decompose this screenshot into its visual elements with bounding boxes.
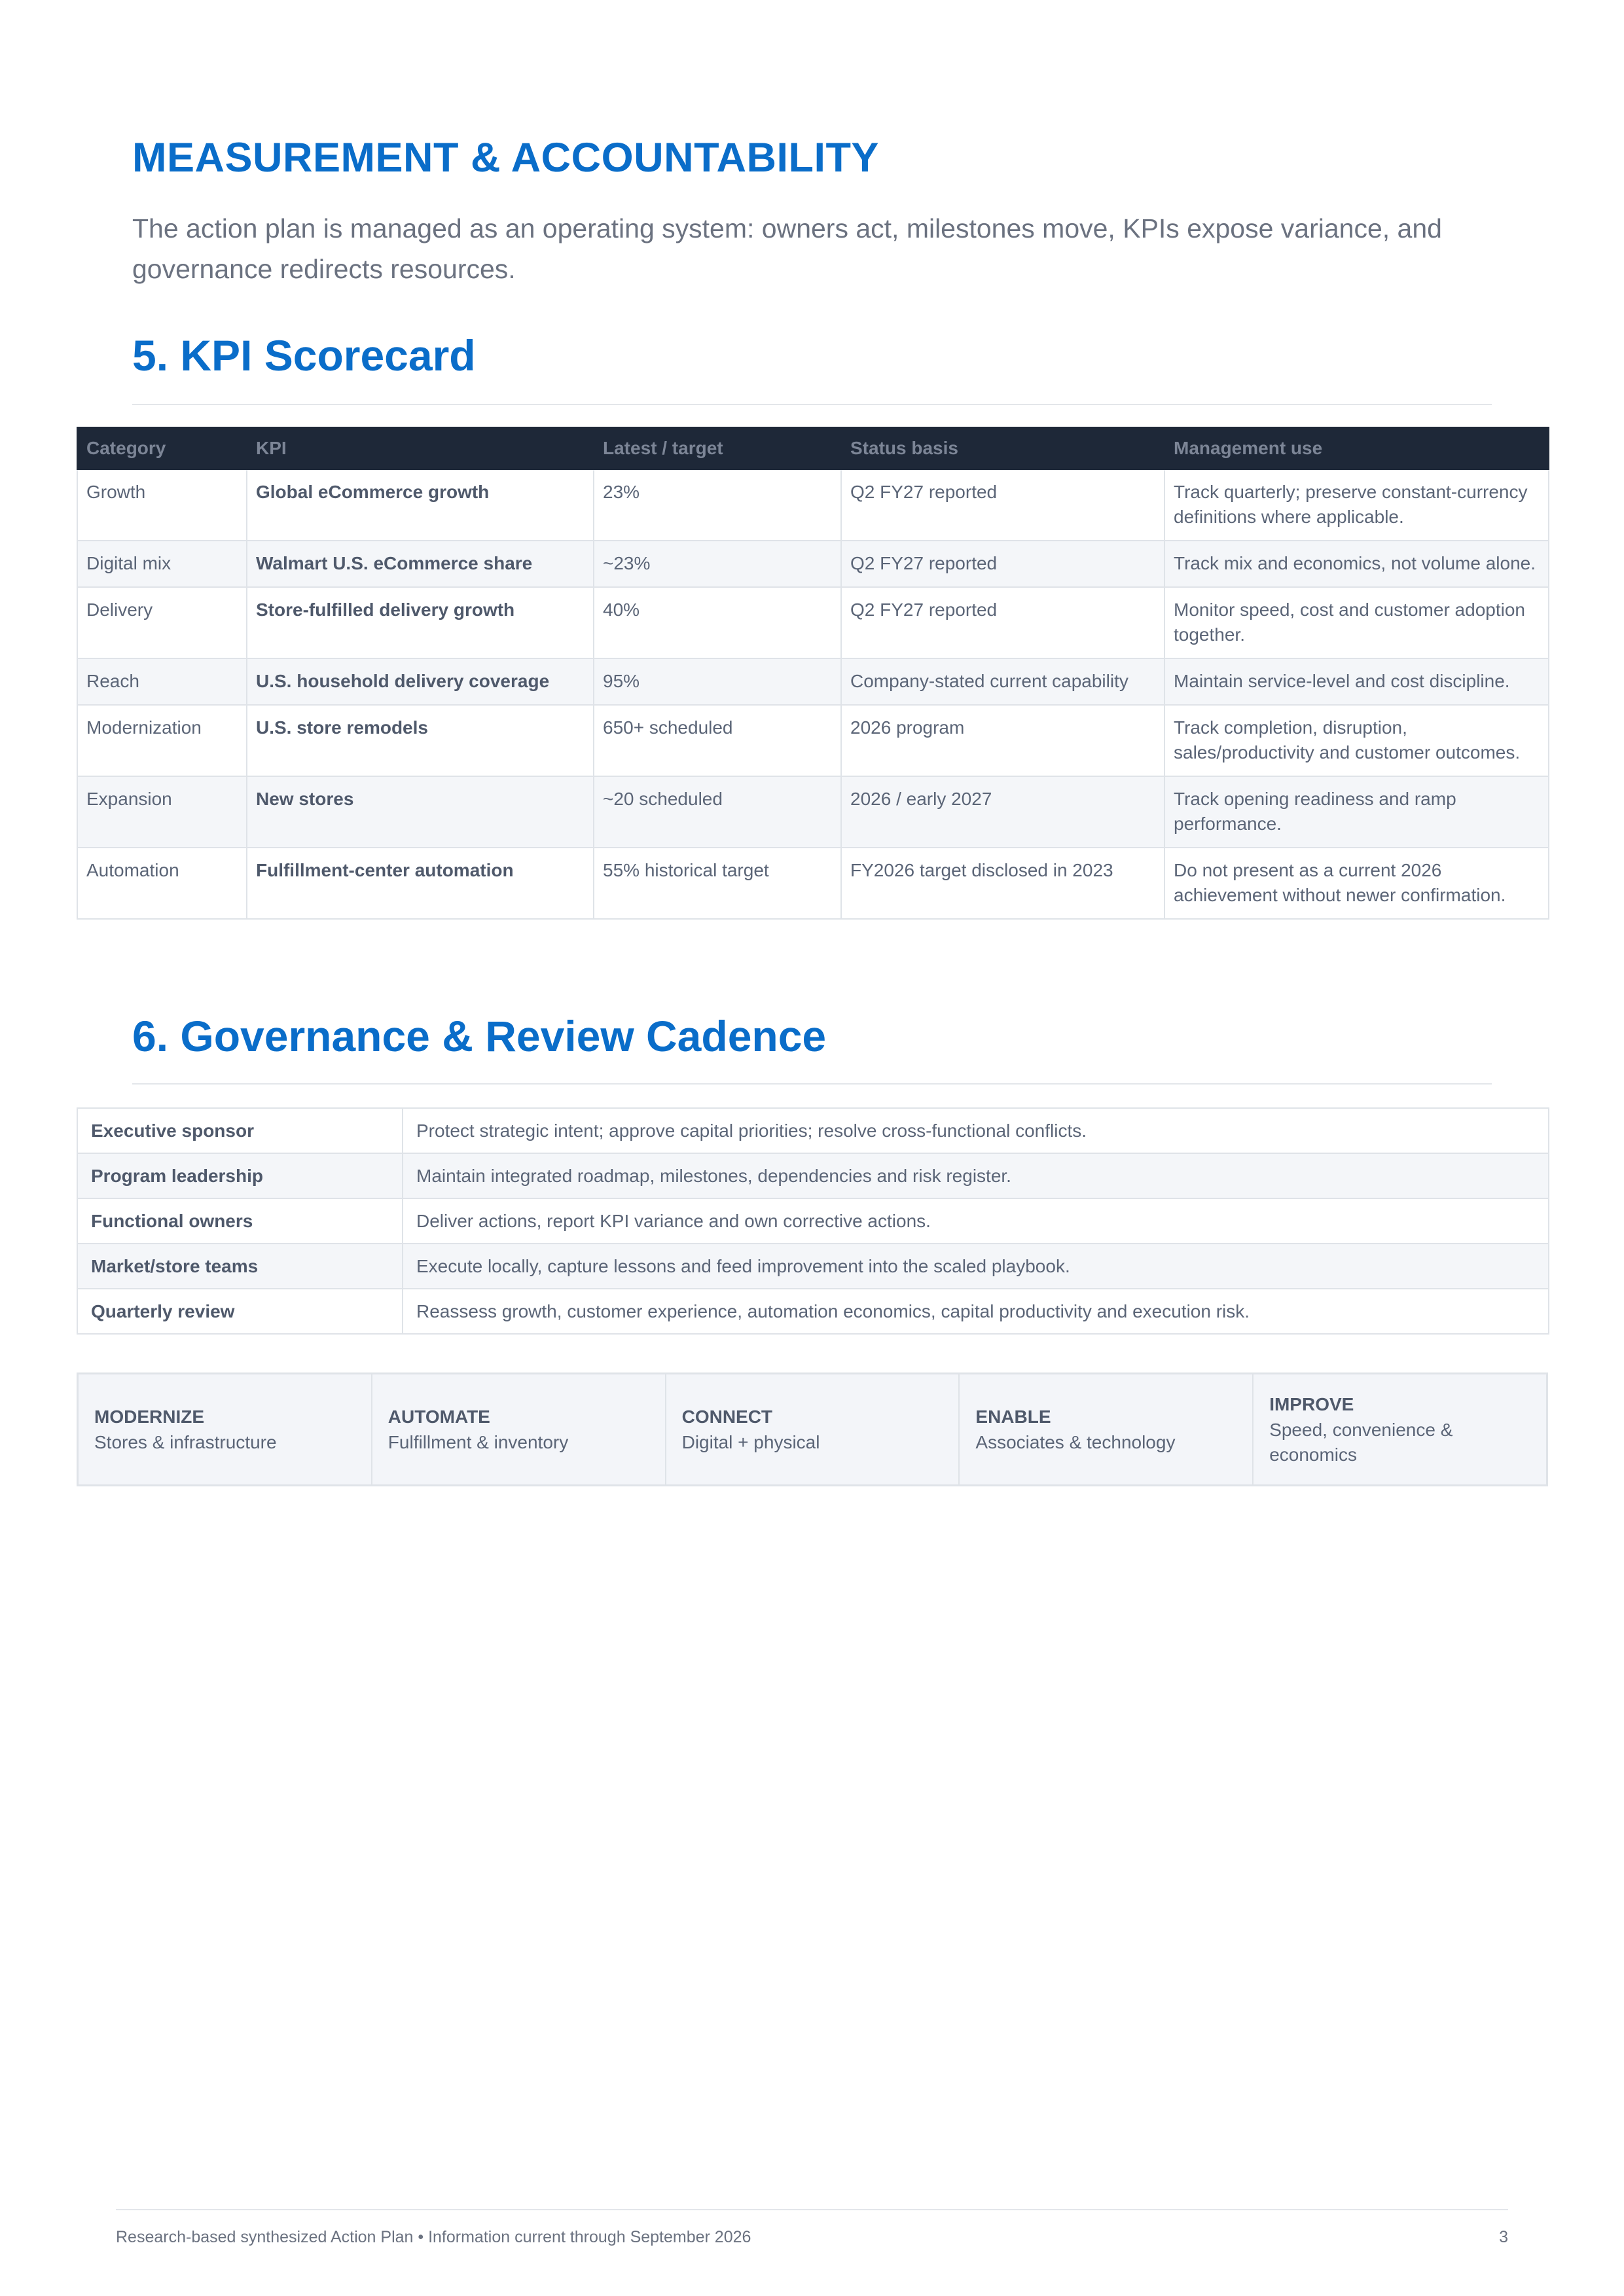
cell-category: Delivery bbox=[77, 587, 247, 658]
cell-role: Market/store teams bbox=[77, 1244, 403, 1289]
cell-responsibility: Maintain integrated roadmap, milestones, dependencies and risk register. bbox=[403, 1153, 1549, 1198]
cell-kpi: Global eCommerce growth bbox=[247, 469, 594, 541]
table-row bbox=[77, 1198, 1549, 1244]
cell-management-use: Track completion, disruption, sales/productivity and customer outcomes. bbox=[1164, 705, 1549, 776]
cell-latest-target: 40% bbox=[594, 587, 841, 658]
cell-management-use: Monitor speed, cost and customer adoption together. bbox=[1164, 587, 1549, 658]
kpi-table-header-row bbox=[77, 427, 1549, 469]
cell-latest-target: 23% bbox=[594, 469, 841, 541]
cell-kpi: Store-fulfilled delivery growth bbox=[247, 587, 594, 658]
column-header-kpi: KPI bbox=[247, 427, 594, 469]
cell-role: Quarterly review bbox=[77, 1289, 403, 1334]
pillar-heading: AUTOMATE bbox=[388, 1407, 490, 1427]
pillar-connect bbox=[666, 1374, 960, 1484]
table-row bbox=[77, 658, 1549, 705]
kpi-scorecard-table bbox=[77, 427, 1549, 920]
cell-status-basis: 2026 / early 2027 bbox=[841, 776, 1164, 848]
page-title: MEASUREMENT & ACCOUNTABILITY bbox=[132, 135, 879, 181]
footer-note: Research-based synthesized Action Plan • Information current through September 2026 bbox=[116, 2228, 751, 2246]
governance-section-divider bbox=[132, 1083, 1492, 1085]
pillar-heading: ENABLE bbox=[975, 1407, 1051, 1427]
cell-latest-target: 55% historical target bbox=[594, 848, 841, 919]
table-row bbox=[77, 587, 1549, 658]
governance-table bbox=[77, 1107, 1549, 1335]
cell-category: Reach bbox=[77, 658, 247, 705]
cell-status-basis: Q2 FY27 reported bbox=[841, 587, 1164, 658]
cell-kpi: U.S. store remodels bbox=[247, 705, 594, 776]
cell-management-use: Do not present as a current 2026 achievement without newer confirmation. bbox=[1164, 848, 1549, 919]
cell-status-basis: Company-stated current capability bbox=[841, 658, 1164, 705]
footer-divider bbox=[116, 2209, 1508, 2210]
table-row bbox=[77, 1153, 1549, 1198]
kpi-section-title: 5. KPI Scorecard bbox=[132, 331, 476, 380]
page-number: 3 bbox=[1499, 2228, 1508, 2246]
cell-role: Functional owners bbox=[77, 1198, 403, 1244]
pillar-subtitle: Digital + physical bbox=[681, 1432, 820, 1452]
table-row bbox=[77, 1244, 1549, 1289]
cell-responsibility: Deliver actions, report KPI variance and own corrective actions. bbox=[403, 1198, 1549, 1244]
kpi-section-divider bbox=[132, 404, 1492, 405]
intro-paragraph: The action plan is managed as an operating system: owners act, milestones move, KPIs expose variance, and governance redirects resources. bbox=[132, 213, 1442, 284]
table-row bbox=[77, 776, 1549, 848]
cell-status-basis: Q2 FY27 reported bbox=[841, 541, 1164, 587]
cell-category: Automation bbox=[77, 848, 247, 919]
pillar-subtitle: Stores & infrastructure bbox=[94, 1432, 277, 1452]
cell-status-basis: Q2 FY27 reported bbox=[841, 469, 1164, 541]
column-header-category: Category bbox=[77, 427, 247, 469]
cell-responsibility: Execute locally, capture lessons and feed improvement into the scaled playbook. bbox=[403, 1244, 1549, 1289]
cell-kpi: Fulfillment-center automation bbox=[247, 848, 594, 919]
cell-responsibility: Reassess growth, customer experience, automation economics, capital productivity and execution risk. bbox=[403, 1289, 1549, 1334]
cell-category: Expansion bbox=[77, 776, 247, 848]
cell-latest-target: 95% bbox=[594, 658, 841, 705]
table-row bbox=[77, 1289, 1549, 1334]
cell-category: Digital mix bbox=[77, 541, 247, 587]
cell-category: Modernization bbox=[77, 705, 247, 776]
cell-role: Executive sponsor bbox=[77, 1108, 403, 1153]
pillar-automate bbox=[372, 1374, 666, 1484]
cell-latest-target: 650+ scheduled bbox=[594, 705, 841, 776]
pillar-subtitle: Speed, convenience & economics bbox=[1269, 1420, 1453, 1465]
pillar-subtitle: Associates & technology bbox=[975, 1432, 1176, 1452]
cell-latest-target: ~20 scheduled bbox=[594, 776, 841, 848]
pillar-improve bbox=[1254, 1374, 1546, 1484]
cell-management-use: Maintain service-level and cost discipline. bbox=[1164, 658, 1549, 705]
cell-role: Program leadership bbox=[77, 1153, 403, 1198]
column-header-latest-target: Latest / target bbox=[594, 427, 841, 469]
cell-management-use: Track quarterly; preserve constant-currency definitions where applicable. bbox=[1164, 469, 1549, 541]
pillar-subtitle: Fulfillment & inventory bbox=[388, 1432, 569, 1452]
cell-kpi: New stores bbox=[247, 776, 594, 848]
cell-category: Growth bbox=[77, 469, 247, 541]
pillar-modernize bbox=[79, 1374, 372, 1484]
table-row bbox=[77, 705, 1549, 776]
cell-management-use: Track opening readiness and ramp performance. bbox=[1164, 776, 1549, 848]
cell-kpi: Walmart U.S. eCommerce share bbox=[247, 541, 594, 587]
pillar-enable bbox=[960, 1374, 1254, 1484]
column-header-management-use: Management use bbox=[1164, 427, 1549, 469]
table-row bbox=[77, 469, 1549, 541]
pillar-heading: CONNECT bbox=[681, 1407, 773, 1427]
pillar-heading: MODERNIZE bbox=[94, 1407, 204, 1427]
cell-kpi: U.S. household delivery coverage bbox=[247, 658, 594, 705]
cell-management-use: Track mix and economics, not volume alone. bbox=[1164, 541, 1549, 587]
table-row bbox=[77, 848, 1549, 919]
column-header-status-basis: Status basis bbox=[841, 427, 1164, 469]
cell-status-basis: 2026 program bbox=[841, 705, 1164, 776]
pillar-heading: IMPROVE bbox=[1269, 1394, 1354, 1414]
governance-section-title: 6. Governance & Review Cadence bbox=[132, 1012, 827, 1060]
table-row bbox=[77, 1108, 1549, 1153]
strategy-pillars-strip bbox=[77, 1372, 1548, 1486]
table-row bbox=[77, 541, 1549, 587]
cell-latest-target: ~23% bbox=[594, 541, 841, 587]
cell-responsibility: Protect strategic intent; approve capital priorities; resolve cross-functional conflicts. bbox=[403, 1108, 1549, 1153]
cell-status-basis: FY2026 target disclosed in 2023 bbox=[841, 848, 1164, 919]
